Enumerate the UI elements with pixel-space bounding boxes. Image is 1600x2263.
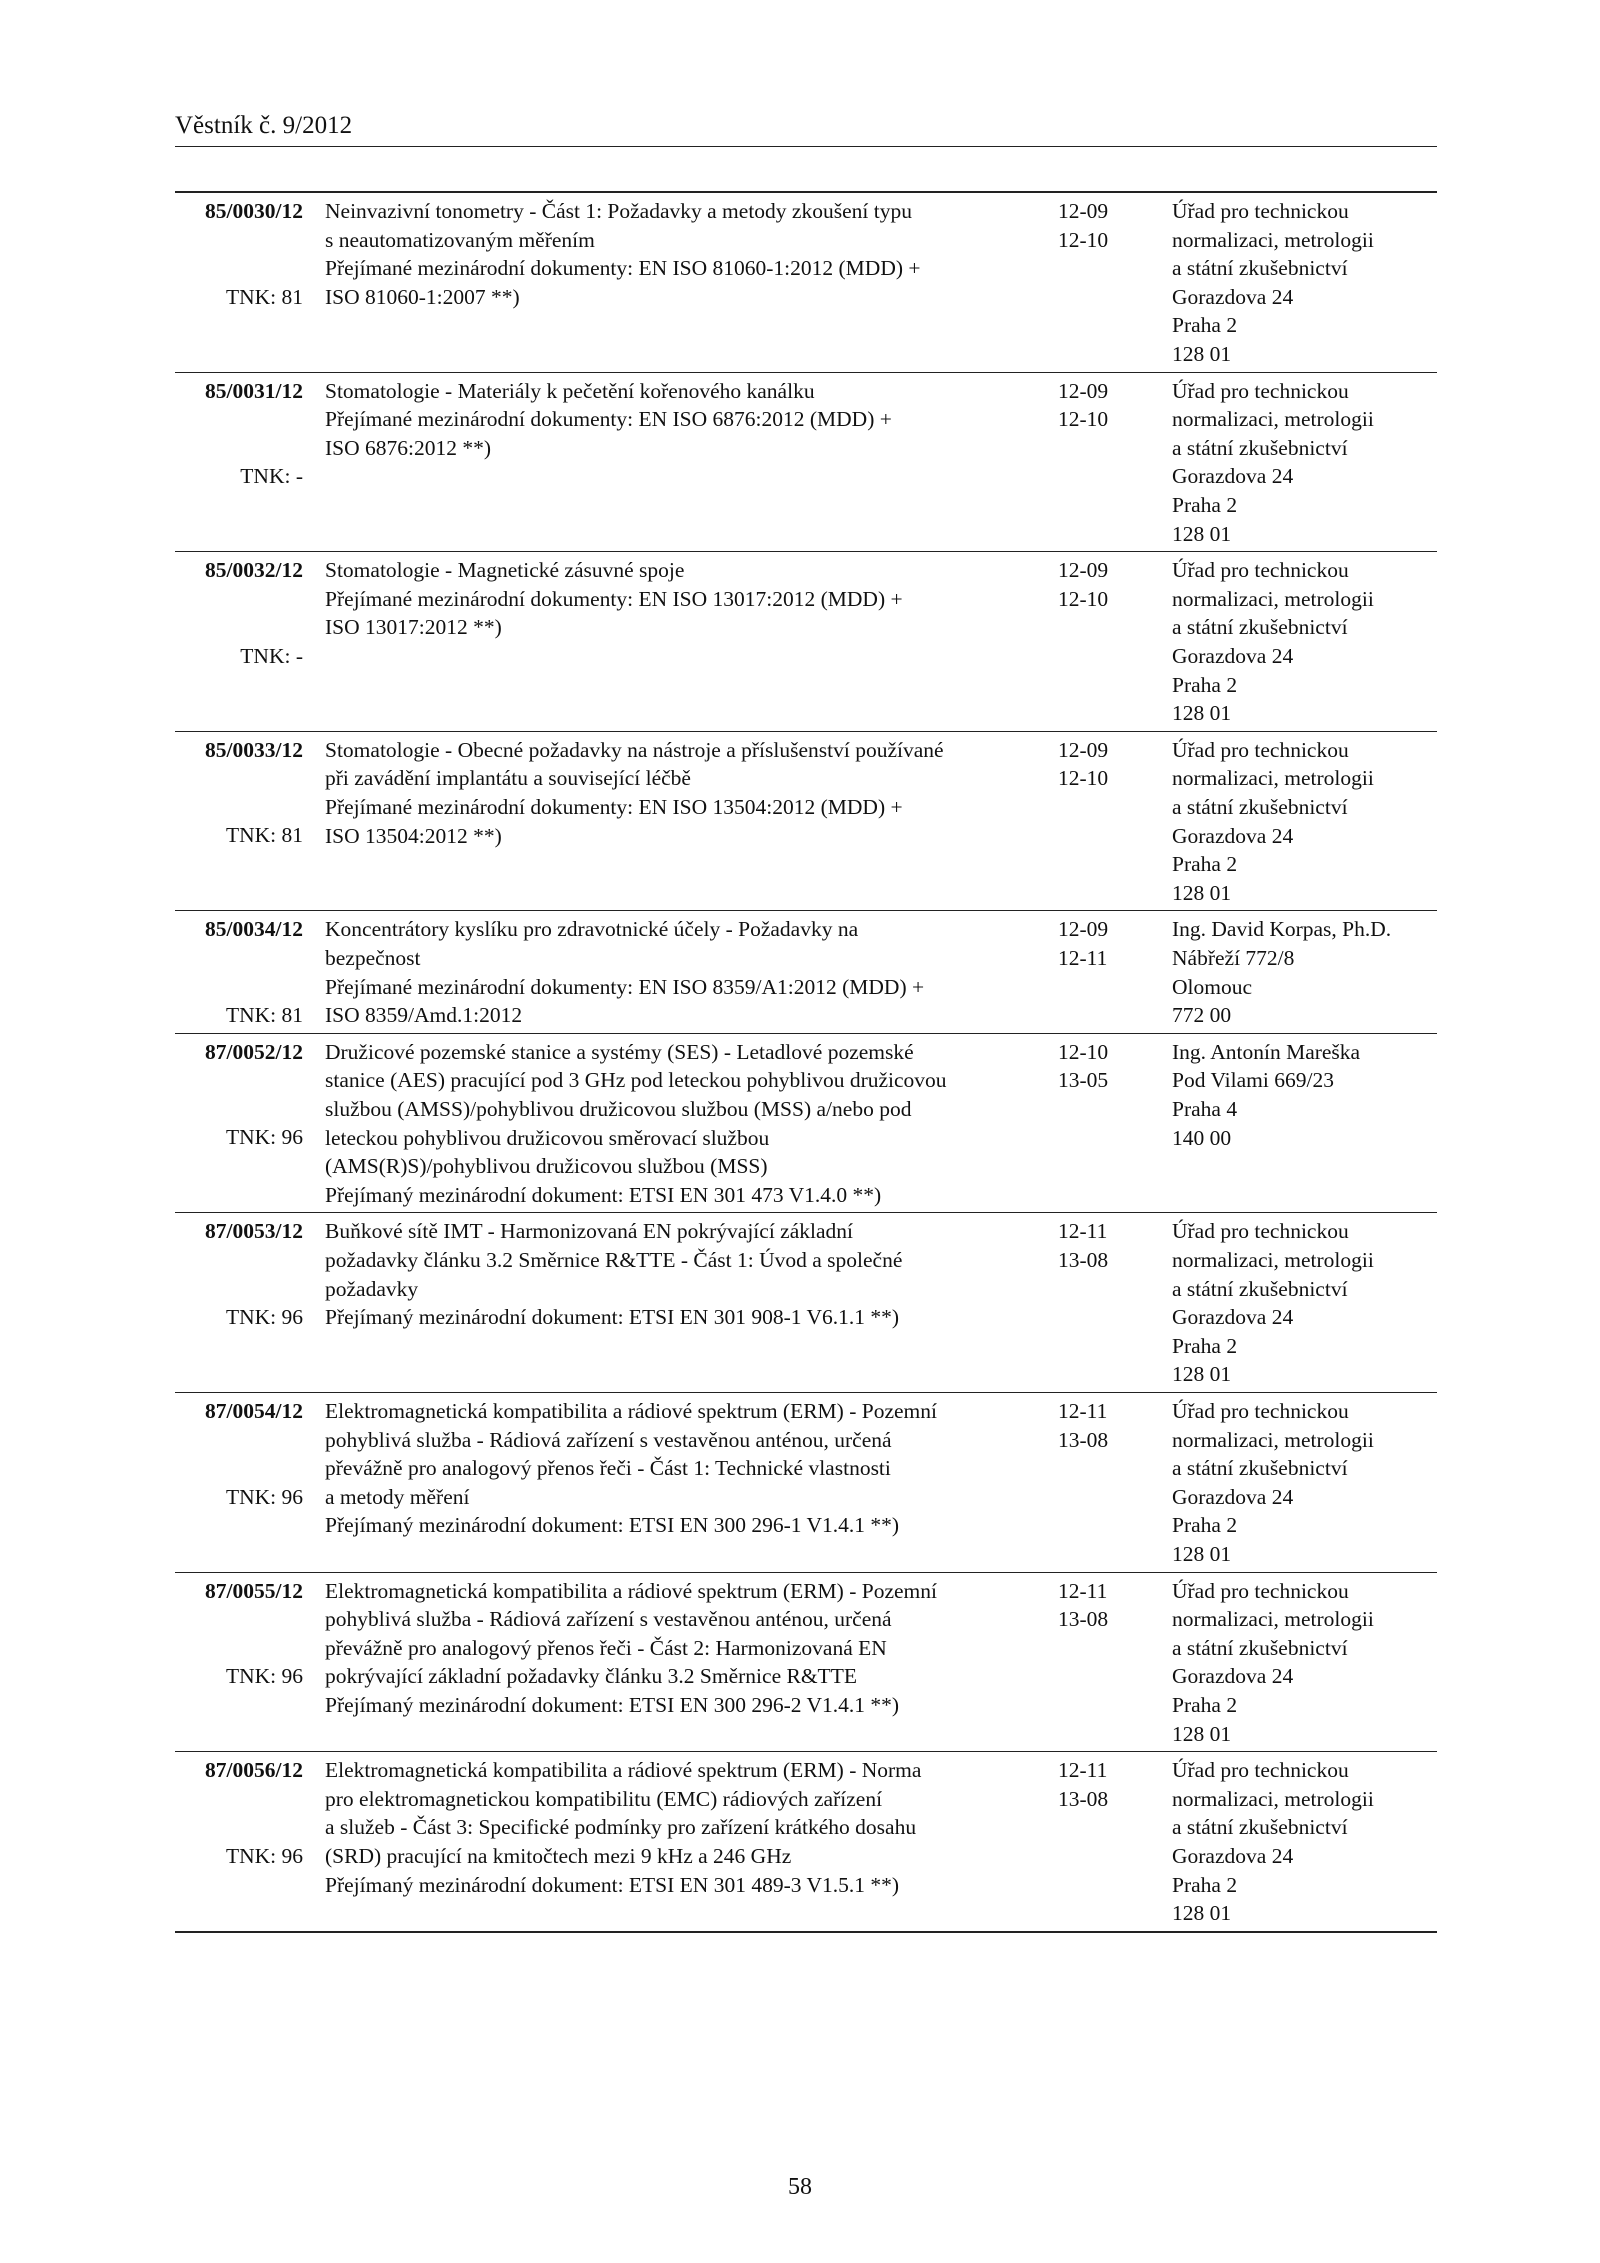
entry-title-line: a metody měření bbox=[325, 1484, 470, 1509]
entry-date: 12-10 bbox=[1058, 586, 1109, 611]
entry-date: 13-08 bbox=[1058, 1786, 1109, 1811]
entry-title bbox=[325, 1393, 1035, 1542]
entry-address-line: normalizaci, metrologii bbox=[1172, 766, 1374, 791]
entry-address-line: a státní zkušebnictví bbox=[1172, 1456, 1348, 1481]
entry-title-line: převážně pro analogový přenos řeči - Část 1: Technické vlastnosti bbox=[325, 1456, 891, 1481]
entry-title-line: Stomatologie - Materiály k pečetění kořenového kanálku bbox=[325, 378, 815, 403]
entry-address-line: Praha 2 bbox=[1172, 1872, 1238, 1897]
entry-id-cell bbox=[175, 1038, 303, 1152]
entry-address-line: 128 01 bbox=[1172, 1901, 1232, 1926]
entry-title-line: Přejímaný mezinárodní dokument: ETSI EN 301 489-3 V1.5.1 **) bbox=[325, 1872, 900, 1897]
table-row bbox=[175, 372, 1437, 552]
entry-title-line: Přejímané mezinárodní dokumenty: EN ISO 13504:2012 (MDD) + bbox=[325, 794, 903, 819]
entry-title-line: ISO 81060-1:2007 **) bbox=[325, 284, 520, 309]
entry-id-cell bbox=[175, 197, 303, 311]
entry-title-line: Přejímaný mezinárodní dokument: ETSI EN 301 908-1 V6.1.1 **) bbox=[325, 1305, 900, 1330]
entry-dates bbox=[1058, 915, 1148, 972]
entry-address-line: Praha 2 bbox=[1172, 852, 1238, 877]
entry-dates bbox=[1058, 556, 1148, 613]
entry-address-line: normalizaci, metrologii bbox=[1172, 227, 1374, 252]
entry-address-line: Úřad pro technickou bbox=[1172, 558, 1349, 583]
entry-dates bbox=[1058, 197, 1148, 254]
entry-address bbox=[1172, 1397, 1437, 1569]
entry-title-line: Přejímané mezinárodní dokumenty: EN ISO 8359/A1:2012 (MDD) + bbox=[325, 974, 925, 999]
entry-id: 85/0031/12 bbox=[205, 378, 303, 403]
entry-id: 87/0056/12 bbox=[205, 1758, 303, 1783]
entry-id: 85/0034/12 bbox=[205, 917, 303, 942]
entry-date: 12-11 bbox=[1058, 1578, 1108, 1603]
entry-address-line: normalizaci, metrologii bbox=[1172, 1607, 1374, 1632]
entry-date: 12-09 bbox=[1058, 558, 1109, 583]
entry-dates bbox=[1058, 1397, 1148, 1454]
entry-dates bbox=[1058, 736, 1148, 793]
entry-title-line: leteckou pohyblivou družicovou směrovací službou bbox=[325, 1125, 770, 1150]
entry-title bbox=[325, 1573, 1035, 1722]
entry-title-line: Přejímané mezinárodní dokumenty: EN ISO 13017:2012 (MDD) + bbox=[325, 586, 903, 611]
entry-date: 12-09 bbox=[1058, 917, 1109, 942]
entry-tnk: TNK: 96 bbox=[225, 1125, 303, 1150]
entry-address-line: normalizaci, metrologii bbox=[1172, 586, 1374, 611]
entry-title bbox=[325, 911, 1035, 1031]
entry-title bbox=[325, 373, 1035, 465]
entry-tnk: TNK: 96 bbox=[225, 1304, 303, 1329]
entry-title-line: Družicové pozemské stanice a systémy (SES) - Letadlové pozemské bbox=[325, 1039, 914, 1064]
table-row bbox=[175, 910, 1437, 1032]
entry-address-line: Úřad pro technickou bbox=[1172, 1398, 1349, 1423]
entry-tnk: TNK: 96 bbox=[225, 1664, 303, 1689]
entry-address-line: 128 01 bbox=[1172, 1721, 1232, 1746]
entry-address-line: Úřad pro technickou bbox=[1172, 737, 1349, 762]
entry-title-line: Přejímaný mezinárodní dokument: ETSI EN 300 296-2 V1.4.1 **) bbox=[325, 1692, 900, 1717]
entry-title-line: Přejímaný mezinárodní dokument: ETSI EN 301 473 V1.4.0 **) bbox=[325, 1182, 882, 1207]
entry-address-line: Gorazdova 24 bbox=[1172, 823, 1294, 848]
entry-date: 13-05 bbox=[1058, 1068, 1109, 1093]
entry-id: 87/0052/12 bbox=[205, 1039, 303, 1064]
entry-date: 12-10 bbox=[1058, 227, 1109, 252]
entry-id-cell bbox=[175, 556, 303, 670]
entry-title-line: bezpečnost bbox=[325, 945, 421, 970]
entry-date: 13-08 bbox=[1058, 1247, 1109, 1272]
entry-date: 12-11 bbox=[1058, 1758, 1108, 1783]
entry-address bbox=[1172, 197, 1437, 369]
entry-title-line: a služeb - Část 3: Specifické podmínky pro zařízení krátkého dosahu bbox=[325, 1815, 917, 1840]
page-header-title: Věstník č. 9/2012 bbox=[175, 112, 353, 139]
entry-dates bbox=[1058, 1756, 1148, 1813]
entry-address-line: Gorazdova 24 bbox=[1172, 1305, 1294, 1330]
entry-tnk: TNK: 81 bbox=[225, 1002, 303, 1027]
entry-address-line: 128 01 bbox=[1172, 341, 1232, 366]
entry-id: 85/0032/12 bbox=[205, 558, 303, 583]
entry-date: 12-09 bbox=[1058, 378, 1109, 403]
entry-date: 13-08 bbox=[1058, 1427, 1109, 1452]
entry-date: 12-10 bbox=[1058, 766, 1109, 791]
table-row bbox=[175, 1212, 1437, 1392]
entry-id: 87/0054/12 bbox=[205, 1398, 303, 1423]
entry-address-line: Praha 2 bbox=[1172, 672, 1238, 697]
entry-address-line: Úřad pro technickou bbox=[1172, 1578, 1349, 1603]
entry-address-line: a státní zkušebnictví bbox=[1172, 1276, 1348, 1301]
entry-title bbox=[325, 193, 1035, 313]
entry-address-line: a státní zkušebnictví bbox=[1172, 615, 1348, 640]
entry-dates bbox=[1058, 377, 1148, 434]
entry-tnk: TNK: - bbox=[240, 643, 303, 668]
entry-date: 12-11 bbox=[1058, 1398, 1108, 1423]
entry-title-line: pohyblivá služba - Rádiová zařízení s vestavěnou anténou, určená bbox=[325, 1427, 892, 1452]
entry-title bbox=[325, 1752, 1035, 1901]
entry-address-line: Gorazdova 24 bbox=[1172, 1484, 1294, 1509]
entry-title-line: ISO 13504:2012 **) bbox=[325, 823, 502, 848]
entry-dates bbox=[1058, 1577, 1148, 1634]
entry-title-line: při zavádění implantátu a související léčbě bbox=[325, 766, 691, 791]
entry-date: 12-09 bbox=[1058, 737, 1109, 762]
entry-address-line: Úřad pro technickou bbox=[1172, 1758, 1349, 1783]
entry-title-line: ISO 13017:2012 **) bbox=[325, 615, 502, 640]
entry-address-line: Praha 2 bbox=[1172, 1513, 1238, 1538]
entry-address-line: Gorazdova 24 bbox=[1172, 1664, 1294, 1689]
entry-address-line: a státní zkušebnictví bbox=[1172, 1815, 1348, 1840]
entry-address-line: Úřad pro technickou bbox=[1172, 199, 1349, 223]
entry-address-line: Praha 2 bbox=[1172, 1333, 1238, 1358]
entry-title-line: ISO 8359/Amd.1:2012 bbox=[325, 1003, 523, 1028]
entry-address-line: Gorazdova 24 bbox=[1172, 284, 1294, 309]
entry-address-line: normalizaci, metrologii bbox=[1172, 407, 1374, 432]
entry-address-line: Olomouc bbox=[1172, 974, 1253, 999]
page-number: 58 bbox=[788, 2174, 812, 2200]
entry-title-line: Neinvazivní tonometry - Část 1: Požadavky a metody zkoušení typu bbox=[325, 199, 912, 223]
entry-title-line: Stomatologie - Obecné požadavky na nástroje a příslušenství používané bbox=[325, 737, 944, 762]
entry-date: 13-08 bbox=[1058, 1607, 1109, 1632]
table-row bbox=[175, 731, 1437, 911]
entry-address-line: normalizaci, metrologii bbox=[1172, 1247, 1374, 1272]
entry-id: 87/0053/12 bbox=[205, 1219, 303, 1244]
entry-tnk: TNK: 96 bbox=[225, 1843, 303, 1868]
table-row bbox=[175, 1392, 1437, 1572]
entry-id: 87/0055/12 bbox=[205, 1578, 303, 1603]
entry-title-line: (AMS(R)S)/pohyblivou družicovou službou (MSS) bbox=[325, 1154, 768, 1179]
entry-address-line: 128 01 bbox=[1172, 1362, 1232, 1387]
entry-address-line: 140 00 bbox=[1172, 1125, 1232, 1150]
entry-address-line: Ing. David Korpas, Ph.D. bbox=[1172, 917, 1392, 942]
entry-address-line: Praha 2 bbox=[1172, 1692, 1238, 1717]
entry-title-line: požadavky článku 3.2 Směrnice R&TTE - Část 1: Úvod a společné bbox=[325, 1247, 903, 1272]
standards-table bbox=[175, 191, 1437, 1933]
table-row bbox=[175, 1033, 1437, 1213]
entry-id-cell bbox=[175, 1397, 303, 1511]
entry-address-line: Ing. Antonín Mareška bbox=[1172, 1039, 1361, 1064]
entry-title-line: pohyblivá služba - Rádiová zařízení s vestavěnou anténou, určená bbox=[325, 1607, 892, 1632]
entry-address-line: 128 01 bbox=[1172, 880, 1232, 905]
table-row bbox=[175, 551, 1437, 731]
entry-id: 85/0030/12 bbox=[205, 199, 303, 223]
entry-address-line: Praha 2 bbox=[1172, 313, 1238, 338]
entry-address-line: a státní zkušebnictví bbox=[1172, 1635, 1348, 1660]
entry-title-line: ISO 6876:2012 **) bbox=[325, 435, 492, 460]
entry-address bbox=[1172, 1038, 1437, 1152]
entry-date: 12-10 bbox=[1058, 407, 1109, 432]
table-row bbox=[175, 1572, 1437, 1752]
entry-address bbox=[1172, 377, 1437, 549]
entry-address-line: Praha 2 bbox=[1172, 492, 1238, 517]
entry-title-line: stanice (AES) pracující pod 3 GHz pod leteckou pohyblivou družicovou bbox=[325, 1068, 947, 1093]
entry-title-line: Elektromagnetická kompatibilita a rádiové spektrum (ERM) - Pozemní bbox=[325, 1578, 937, 1603]
entry-date: 12-10 bbox=[1058, 1039, 1109, 1064]
entry-date: 12-11 bbox=[1058, 1219, 1108, 1244]
entry-title bbox=[325, 1213, 1035, 1333]
entry-address-line: Úřad pro technickou bbox=[1172, 1219, 1349, 1244]
entry-id-cell bbox=[175, 1577, 303, 1691]
entry-tnk: TNK: - bbox=[240, 464, 303, 489]
entry-address-line: Gorazdova 24 bbox=[1172, 1843, 1294, 1868]
entry-address-line: Úřad pro technickou bbox=[1172, 378, 1349, 403]
entry-title-line: převážně pro analogový přenos řeči - Část 2: Harmonizovaná EN bbox=[325, 1635, 887, 1660]
entry-tnk: TNK: 81 bbox=[225, 284, 303, 309]
entry-address-line: 128 01 bbox=[1172, 701, 1232, 726]
entry-address bbox=[1172, 1756, 1437, 1928]
entry-address bbox=[1172, 736, 1437, 908]
entry-tnk: TNK: 81 bbox=[225, 823, 303, 848]
entry-title bbox=[325, 1034, 1035, 1212]
entry-address-line: a státní zkušebnictví bbox=[1172, 256, 1348, 281]
entry-id-cell bbox=[175, 377, 303, 491]
entry-id-cell bbox=[175, 915, 303, 1029]
entry-id: 85/0033/12 bbox=[205, 737, 303, 762]
entry-address-line: Gorazdova 24 bbox=[1172, 643, 1294, 668]
entry-dates bbox=[1058, 1038, 1148, 1095]
header-divider bbox=[175, 146, 1437, 147]
entry-date: 12-09 bbox=[1058, 199, 1109, 223]
entry-title-line: službou (AMSS)/pohyblivou družicovou službou (MSS) a/nebo pod bbox=[325, 1096, 912, 1121]
entry-dates bbox=[1058, 1217, 1148, 1274]
entry-title-line: Přejímaný mezinárodní dokument: ETSI EN 300 296-1 V1.4.1 **) bbox=[325, 1513, 900, 1538]
entry-title bbox=[325, 552, 1035, 644]
entry-id-cell bbox=[175, 1756, 303, 1870]
entry-date: 12-11 bbox=[1058, 945, 1108, 970]
entry-address-line: a státní zkušebnictví bbox=[1172, 435, 1348, 460]
entry-title-line: Přejímané mezinárodní dokumenty: EN ISO 6876:2012 (MDD) + bbox=[325, 407, 892, 432]
table-row bbox=[175, 1751, 1437, 1931]
entry-address bbox=[1172, 1217, 1437, 1389]
entry-address bbox=[1172, 556, 1437, 728]
entry-tnk: TNK: 96 bbox=[225, 1484, 303, 1509]
entry-address-line: a státní zkušebnictví bbox=[1172, 794, 1348, 819]
entry-title-line: pro elektromagnetickou kompatibilitu (EMC) rádiových zařízení bbox=[325, 1786, 883, 1811]
entry-address-line: normalizaci, metrologii bbox=[1172, 1786, 1374, 1811]
entry-title-line: (SRD) pracující na kmitočtech mezi 9 kHz a 246 GHz bbox=[325, 1843, 792, 1868]
entry-address-line: Nábřeží 772/8 bbox=[1172, 945, 1295, 970]
entry-title-line: Elektromagnetická kompatibilita a rádiové spektrum (ERM) - Norma bbox=[325, 1758, 922, 1783]
entry-address-line: 128 01 bbox=[1172, 1541, 1232, 1566]
entry-title-line: Buňkové sítě IMT - Harmonizovaná EN pokrývající základní bbox=[325, 1219, 853, 1244]
entry-id-cell bbox=[175, 1217, 303, 1331]
entry-title-line: Koncentrátory kyslíku pro zdravotnické účely - Požadavky na bbox=[325, 917, 859, 942]
entry-address-line: 128 01 bbox=[1172, 521, 1232, 546]
entry-title-line: Přejímané mezinárodní dokumenty: EN ISO 81060-1:2012 (MDD) + bbox=[325, 256, 921, 281]
entry-title-line: požadavky bbox=[325, 1276, 419, 1301]
entry-address-line: Praha 4 bbox=[1172, 1096, 1238, 1121]
entry-address bbox=[1172, 915, 1437, 1029]
entry-id-cell bbox=[175, 736, 303, 850]
entry-title-line: pokrývající základní požadavky článku 3.2 Směrnice R&TTE bbox=[325, 1664, 857, 1689]
entry-address bbox=[1172, 1577, 1437, 1749]
entry-address-line: Gorazdova 24 bbox=[1172, 464, 1294, 489]
entry-title bbox=[325, 732, 1035, 852]
table-row bbox=[175, 193, 1437, 372]
entry-title-line: Stomatologie - Magnetické zásuvné spoje bbox=[325, 558, 685, 583]
entry-address-line: normalizaci, metrologii bbox=[1172, 1427, 1374, 1452]
entry-title-line: s neautomatizovaným měřením bbox=[325, 227, 595, 252]
entry-title-line: Elektromagnetická kompatibilita a rádiové spektrum (ERM) - Pozemní bbox=[325, 1398, 937, 1423]
entry-address-line: Pod Vilami 669/23 bbox=[1172, 1068, 1334, 1093]
entry-address-line: 772 00 bbox=[1172, 1003, 1232, 1028]
